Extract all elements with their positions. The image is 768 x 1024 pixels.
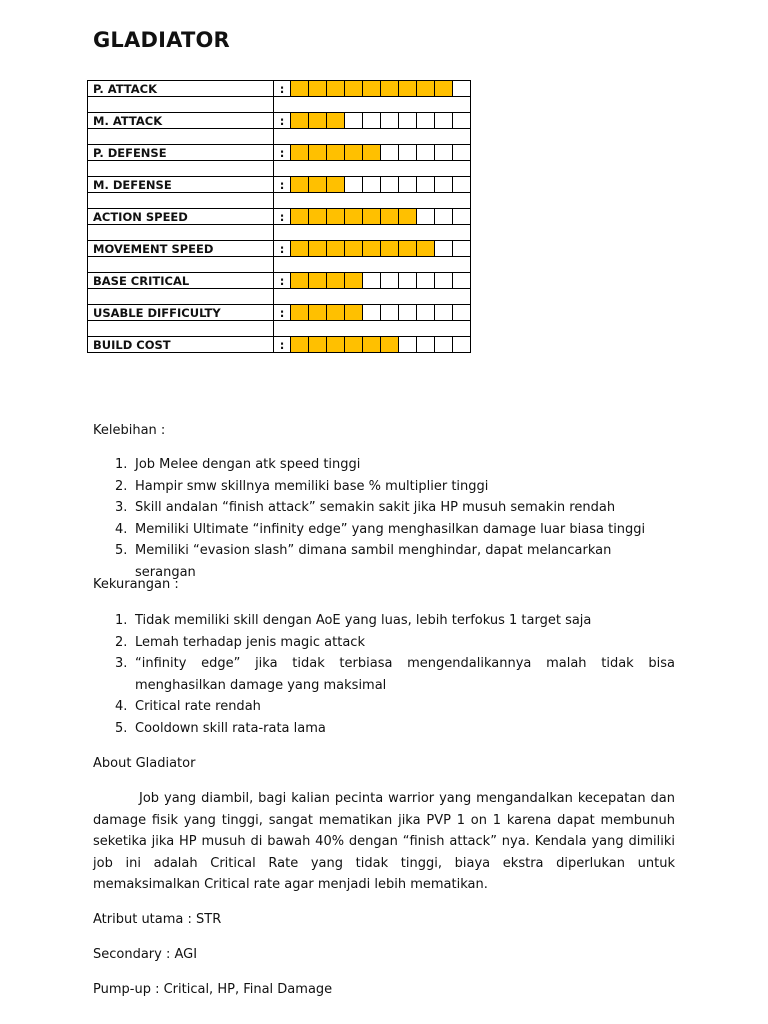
stat-bar-empty-cell — [417, 145, 435, 161]
stat-spacer-row — [88, 257, 471, 273]
kekurangan-heading: Kekurangan : — [93, 577, 179, 592]
stat-label: USABLE DIFFICULTY — [88, 305, 274, 321]
spacer-cell — [88, 97, 274, 113]
list-item: 2. Hampir smw skillnya memiliki base % multiplier tinggi — [115, 478, 489, 494]
stat-bar-filled-cell — [291, 113, 309, 129]
stat-colon: : — [274, 113, 291, 129]
stat-bar-empty-cell — [453, 273, 471, 289]
stat-spacer-row — [88, 161, 471, 177]
stat-bar-empty-cell — [399, 113, 417, 129]
stat-bar-empty-cell — [417, 273, 435, 289]
stat-bar-filled-cell — [327, 209, 345, 225]
pump-up: Pump-up : Critical, HP, Final Damage — [93, 982, 333, 997]
list-item: 5. Memiliki “evasion slash” dimana sambil menghindar, dapat melancarkan serangan — [115, 543, 612, 580]
stat-bar-filled-cell — [363, 241, 381, 257]
stat-label: M. ATTACK — [88, 113, 274, 129]
stat-bar-empty-cell — [435, 337, 453, 353]
spacer-cell — [88, 193, 274, 209]
stat-colon: : — [274, 177, 291, 193]
stat-bar-filled-cell — [345, 209, 363, 225]
stat-colon: : — [274, 209, 291, 225]
spacer-cell — [274, 321, 471, 337]
stat-bar-filled-cell — [309, 113, 327, 129]
list-item: 3. Skill andalan “finish attack” semakin sakit jika HP musuh semakin rendah — [115, 500, 616, 515]
spacer-cell — [88, 321, 274, 337]
stat-spacer-row — [88, 225, 471, 241]
stat-bar-empty-cell — [453, 177, 471, 193]
stat-bar-filled-cell — [291, 273, 309, 289]
list-item: 3. “infinity edge” jika tidak terbiasa mengendalikannya malah tidak bisa menghasilkan damage yang maksimal — [115, 656, 675, 693]
stat-bar-filled-cell — [291, 337, 309, 353]
stat-bar-filled-cell — [309, 145, 327, 161]
stat-label: MOVEMENT SPEED — [88, 241, 274, 257]
stat-bar-filled-cell — [291, 209, 309, 225]
stat-bar-filled-cell — [291, 241, 309, 257]
stat-bar-filled-cell — [345, 145, 363, 161]
stat-bar-filled-cell — [417, 241, 435, 257]
kelebihan-heading: Kelebihan : — [93, 423, 166, 438]
stat-bar-filled-cell — [309, 177, 327, 193]
stat-bar-filled-cell — [417, 81, 435, 97]
stat-bar-empty-cell — [453, 145, 471, 161]
stat-bar-empty-cell — [381, 177, 399, 193]
stat-colon: : — [274, 241, 291, 257]
stat-bar-filled-cell — [291, 305, 309, 321]
stat-colon: : — [274, 81, 291, 97]
stat-spacer-row — [88, 321, 471, 337]
stat-bar-filled-cell — [309, 273, 327, 289]
stat-bar-empty-cell — [363, 305, 381, 321]
stat-label: M. DEFENSE — [88, 177, 274, 193]
stat-bar-filled-cell — [381, 337, 399, 353]
spacer-cell — [274, 289, 471, 305]
about-paragraph: Job yang diambil, bagi kalian pecinta warrior yang mengandalkan kecepatan dan damage fisik yang tinggi, sangat mematikan jika PVP 1 on 1 karena dapat membunuh seketika jika HP musuh di bawah 40% dengan “finish attack” nya. Kendala yang dimiliki job ini adalah Critical Rate yang tidak tinggi, biaya ekstra diperlukan untuk memaksimalkan Critical rate agar menjadi lebih mematikan. — [93, 791, 675, 892]
stat-bar-empty-cell — [435, 209, 453, 225]
stat-bar-filled-cell — [435, 81, 453, 97]
stat-bar-filled-cell — [327, 305, 345, 321]
stat-bar-empty-cell — [453, 113, 471, 129]
stat-row — [88, 81, 471, 97]
stat-bar-filled-cell — [309, 305, 327, 321]
stat-bar-empty-cell — [453, 305, 471, 321]
stat-row — [88, 273, 471, 289]
stat-bar-empty-cell — [417, 177, 435, 193]
stat-bar-filled-cell — [327, 273, 345, 289]
stat-bar-empty-cell — [417, 209, 435, 225]
stat-row — [88, 177, 471, 193]
stat-bar-empty-cell — [363, 273, 381, 289]
stat-bar-filled-cell — [309, 337, 327, 353]
stat-bar-filled-cell — [327, 81, 345, 97]
kelebihan-list — [93, 454, 675, 583]
stat-row — [88, 337, 471, 353]
stat-label: BASE CRITICAL — [88, 273, 274, 289]
spacer-cell — [88, 257, 274, 273]
list-item: 1. Job Melee dengan atk speed tinggi — [115, 457, 361, 472]
stat-row — [88, 145, 471, 161]
stat-spacer-row — [88, 129, 471, 145]
stat-row — [88, 209, 471, 225]
stat-bar-empty-cell — [399, 337, 417, 353]
list-item: 2. Lemah terhadap jenis magic attack — [115, 634, 365, 650]
stat-colon: : — [274, 145, 291, 161]
stat-bar-filled-cell — [399, 241, 417, 257]
stat-bar-empty-cell — [399, 177, 417, 193]
stat-bar-empty-cell — [381, 145, 399, 161]
stat-bar-empty-cell — [381, 273, 399, 289]
stat-bar-empty-cell — [435, 113, 453, 129]
stat-bar-empty-cell — [417, 337, 435, 353]
stat-bar-filled-cell — [363, 209, 381, 225]
spacer-cell — [274, 97, 471, 113]
stat-bar-filled-cell — [327, 145, 345, 161]
stat-bar-empty-cell — [453, 81, 471, 97]
stat-bar-filled-cell — [363, 337, 381, 353]
stat-bar-empty-cell — [417, 305, 435, 321]
page-title: GLADIATOR — [93, 28, 230, 52]
stat-spacer-row — [88, 193, 471, 209]
stat-bar-filled-cell — [309, 81, 327, 97]
secondary-attribute: Secondary : AGI — [93, 947, 198, 962]
stat-colon: : — [274, 305, 291, 321]
stat-bar-filled-cell — [345, 81, 363, 97]
stat-spacer-row — [88, 289, 471, 305]
stat-bar-filled-cell — [327, 241, 345, 257]
stat-bar-filled-cell — [381, 81, 399, 97]
stat-bar-filled-cell — [381, 241, 399, 257]
stat-bar-empty-cell — [453, 209, 471, 225]
stat-bar-filled-cell — [345, 241, 363, 257]
stat-bar-empty-cell — [363, 113, 381, 129]
stat-bar-empty-cell — [381, 113, 399, 129]
stats-table — [87, 80, 471, 353]
stat-bar-filled-cell — [327, 337, 345, 353]
stat-bar-empty-cell — [381, 305, 399, 321]
stat-bar-filled-cell — [363, 145, 381, 161]
stat-spacer-row — [88, 97, 471, 113]
spacer-cell — [88, 129, 274, 145]
stat-bar-empty-cell — [435, 241, 453, 257]
stat-bar-filled-cell — [291, 145, 309, 161]
stat-bar-filled-cell — [345, 337, 363, 353]
stat-bar-empty-cell — [345, 177, 363, 193]
stat-bar-empty-cell — [417, 113, 435, 129]
stat-bar-filled-cell — [381, 209, 399, 225]
stat-bar-empty-cell — [399, 273, 417, 289]
spacer-cell — [88, 161, 274, 177]
stat-label: P. DEFENSE — [88, 145, 274, 161]
stat-bar-filled-cell — [399, 81, 417, 97]
list-item: 4. Critical rate rendah — [115, 699, 261, 714]
stat-bar-filled-cell — [327, 113, 345, 129]
spacer-cell — [274, 129, 471, 145]
spacer-cell — [88, 225, 274, 241]
stat-bar-empty-cell — [363, 177, 381, 193]
stat-bar-empty-cell — [435, 145, 453, 161]
stat-bar-filled-cell — [309, 241, 327, 257]
stat-bar-filled-cell — [345, 305, 363, 321]
spacer-cell — [274, 257, 471, 273]
spacer-cell — [274, 161, 471, 177]
stat-bar-empty-cell — [345, 113, 363, 129]
stat-bar-empty-cell — [399, 305, 417, 321]
list-item: 4. Memiliki Ultimate “infinity edge” yang menghasilkan damage luar biasa tinggi — [115, 521, 646, 537]
stat-bar-filled-cell — [291, 177, 309, 193]
stat-row — [88, 305, 471, 321]
stat-colon: : — [274, 273, 291, 289]
stat-label: P. ATTACK — [88, 81, 274, 97]
stat-label: BUILD COST — [88, 337, 274, 353]
stat-colon: : — [274, 337, 291, 353]
stat-bar-empty-cell — [435, 305, 453, 321]
stat-label: ACTION SPEED — [88, 209, 274, 225]
stat-bar-empty-cell — [453, 337, 471, 353]
stat-bar-filled-cell — [399, 209, 417, 225]
spacer-cell — [88, 289, 274, 305]
list-item: 5. Cooldown skill rata-rata lama — [115, 720, 326, 736]
stat-bar-empty-cell — [435, 273, 453, 289]
list-item: 1. Tidak memiliki skill dengan AoE yang luas, lebih terfokus 1 target saja — [115, 613, 592, 628]
spacer-cell — [274, 225, 471, 241]
spacer-cell — [274, 193, 471, 209]
stat-bar-filled-cell — [363, 81, 381, 97]
stat-bar-empty-cell — [435, 177, 453, 193]
stat-row — [88, 241, 471, 257]
about-heading: About Gladiator — [93, 756, 196, 771]
stat-bar-filled-cell — [309, 209, 327, 225]
stat-bar-filled-cell — [327, 177, 345, 193]
stat-bar-empty-cell — [399, 145, 417, 161]
atribut-utama: Atribut utama : STR — [93, 912, 222, 927]
stat-bar-filled-cell — [291, 81, 309, 97]
stat-row — [88, 113, 471, 129]
kekurangan-list — [93, 610, 675, 739]
stat-bar-empty-cell — [453, 241, 471, 257]
stat-bar-filled-cell — [345, 273, 363, 289]
